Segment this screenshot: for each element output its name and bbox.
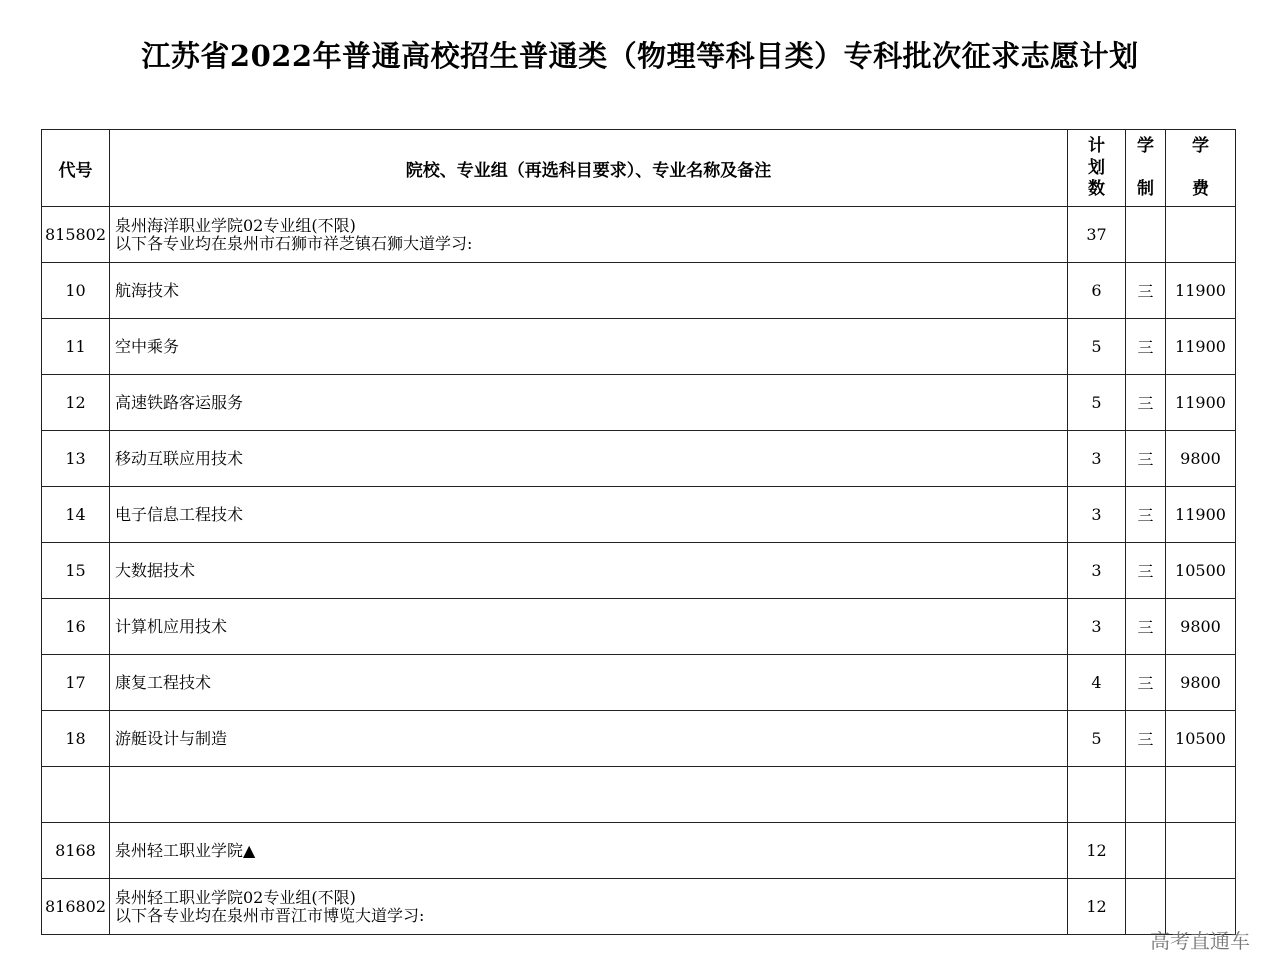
cell-code: [42, 599, 110, 655]
fee-text: 10500: [1175, 561, 1226, 580]
years-text: 三: [1137, 618, 1154, 637]
cell-name: [110, 823, 1068, 879]
cell-fee: [1166, 263, 1236, 319]
cell-name: [110, 543, 1068, 599]
cell-code: [42, 319, 110, 375]
years-text: 三: [1137, 282, 1154, 301]
cell-code: [42, 879, 110, 935]
cell-fee: [1166, 823, 1236, 879]
code-text: 14: [65, 505, 86, 524]
cell-name: [110, 599, 1068, 655]
plan-text: 6: [1091, 281, 1102, 300]
header-name: 院校、专业组（再选科目要求）、专业名称及备注: [110, 130, 1068, 207]
name-line2: 以下各专业均在泉州市晋江市博览大道学习:: [115, 905, 425, 925]
cell-code: [42, 767, 110, 823]
cell-fee: [1166, 319, 1236, 375]
cell-code: [42, 431, 110, 487]
plan-text: 5: [1091, 393, 1102, 412]
table-row: [42, 319, 1236, 375]
cell-years: [1126, 543, 1166, 599]
cell-fee: [1166, 375, 1236, 431]
code-text: 17: [65, 673, 86, 692]
code-text: 10: [65, 281, 86, 300]
cell-code: [42, 263, 110, 319]
cell-fee: [1166, 487, 1236, 543]
fee-text: 10500: [1175, 729, 1226, 748]
cell-years: [1126, 431, 1166, 487]
header-years: [1126, 130, 1166, 207]
table-header-row: [42, 130, 1236, 207]
cell-code: [42, 711, 110, 767]
header-fee: [1166, 130, 1236, 207]
table-row: [42, 263, 1236, 319]
cell-years: [1126, 599, 1166, 655]
years-text: 三: [1137, 506, 1154, 525]
cell-years: [1126, 487, 1166, 543]
cell-years: [1126, 207, 1166, 263]
name-line1: 高速铁路客运服务: [115, 392, 244, 412]
cell-code: [42, 207, 110, 263]
plan-text: 4: [1091, 673, 1102, 692]
plan-text: 3: [1091, 505, 1102, 524]
code-text: 8168: [55, 841, 96, 860]
name-line2: 以下各专业均在泉州市石狮市祥芝镇石狮大道学习:: [115, 233, 473, 253]
plan-table: [41, 129, 1236, 935]
name-line1: 空中乘务: [115, 336, 180, 356]
code-text: 12: [65, 393, 86, 412]
years-text: 三: [1137, 562, 1154, 581]
cell-plan: [1068, 207, 1126, 263]
cell-name: [110, 879, 1068, 935]
cell-years: [1126, 767, 1166, 823]
cell-plan: [1068, 767, 1126, 823]
cell-plan: [1068, 487, 1126, 543]
cell-name: [110, 375, 1068, 431]
fee-text: 11900: [1175, 281, 1226, 300]
table-row: [42, 711, 1236, 767]
cell-fee: [1166, 599, 1236, 655]
cell-years: [1126, 823, 1166, 879]
cell-name: [110, 319, 1068, 375]
fee-text: 9800: [1180, 673, 1221, 692]
fee-text: 11900: [1175, 393, 1226, 412]
header-plan: [1068, 130, 1126, 207]
cell-name: [110, 263, 1068, 319]
code-text: 11: [65, 337, 86, 356]
header-fee-char: 费: [1192, 179, 1209, 199]
header-fee-char: 学: [1192, 136, 1209, 156]
table-row: [42, 431, 1236, 487]
cell-plan: [1068, 879, 1126, 935]
cell-plan: [1068, 655, 1126, 711]
cell-plan: [1068, 543, 1126, 599]
name-line1: 移动互联应用技术: [115, 448, 244, 468]
cell-fee: [1166, 655, 1236, 711]
name-line1: 航海技术: [115, 280, 180, 300]
cell-years: [1126, 263, 1166, 319]
watermark: 高考直通车: [1150, 929, 1250, 953]
cell-years: [1126, 711, 1166, 767]
cell-fee: [1166, 431, 1236, 487]
fee-text: 11900: [1175, 337, 1226, 356]
name-line1: 电子信息工程技术: [115, 504, 244, 524]
cell-plan: [1068, 431, 1126, 487]
fee-text: 11900: [1175, 505, 1226, 524]
plan-text: 5: [1091, 729, 1102, 748]
table-row: [42, 207, 1236, 263]
cell-name: [110, 207, 1068, 263]
header-years-char: 制: [1137, 179, 1154, 199]
name-line1: 泉州轻工职业学院▲: [115, 840, 256, 860]
code-text: 13: [65, 449, 86, 468]
cell-name: [110, 431, 1068, 487]
cell-fee: [1166, 543, 1236, 599]
code-text: 15: [65, 561, 86, 580]
plan-text: 3: [1091, 449, 1102, 468]
cell-code: [42, 823, 110, 879]
cell-code: [42, 487, 110, 543]
table-row: [42, 375, 1236, 431]
cell-years: [1126, 655, 1166, 711]
page-title: 江苏省2022年普通高校招生普通类（物理等科目类）专科批次征求志愿计划: [141, 39, 1139, 73]
code-text: 16: [65, 617, 86, 636]
cell-fee: [1166, 711, 1236, 767]
cell-years: [1126, 375, 1166, 431]
cell-fee: [1166, 767, 1236, 823]
name-line1: 泉州海洋职业学院02专业组(不限): [115, 215, 356, 235]
cell-plan: [1068, 375, 1126, 431]
header-code: 代号: [42, 130, 110, 207]
name-line1: 计算机应用技术: [115, 616, 228, 636]
cell-fee: [1166, 207, 1236, 263]
years-text: 三: [1137, 338, 1154, 357]
cell-plan: [1068, 263, 1126, 319]
fee-text: 9800: [1180, 449, 1221, 468]
years-text: 三: [1137, 394, 1154, 413]
table-row: [42, 767, 1236, 823]
years-text: 三: [1137, 730, 1154, 749]
years-text: 三: [1137, 674, 1154, 693]
plan-text: 5: [1091, 337, 1102, 356]
table-row: [42, 823, 1236, 879]
cell-plan: [1068, 711, 1126, 767]
cell-name: [110, 711, 1068, 767]
plan-text: 3: [1091, 561, 1102, 580]
cell-years: [1126, 319, 1166, 375]
fee-text: 9800: [1180, 617, 1221, 636]
code-text: 18: [65, 729, 86, 748]
cell-code: [42, 543, 110, 599]
plan-text: 3: [1091, 617, 1102, 636]
table-row: [42, 599, 1236, 655]
name-line1: 游艇设计与制造: [115, 728, 228, 748]
header-plan-char: 划: [1088, 157, 1105, 178]
cell-name: [110, 487, 1068, 543]
cell-plan: [1068, 319, 1126, 375]
table-row: [42, 487, 1236, 543]
code-text: 816802: [44, 897, 107, 916]
code-text: 815802: [44, 225, 107, 244]
table-row: [42, 543, 1236, 599]
name-line1: 大数据技术: [115, 560, 196, 580]
header-plan-char: 计: [1088, 136, 1105, 156]
name-line1: 泉州轻工职业学院02专业组(不限): [115, 887, 356, 907]
plan-text: 12: [1086, 841, 1107, 860]
cell-name: [110, 767, 1068, 823]
name-line1: 康复工程技术: [115, 672, 212, 692]
plan-text: 12: [1086, 897, 1107, 916]
header-plan-char: 数: [1088, 179, 1105, 199]
table-row: [42, 879, 1236, 935]
cell-plan: [1068, 599, 1126, 655]
cell-name: [110, 655, 1068, 711]
header-years-char: 学: [1137, 136, 1154, 156]
cell-code: [42, 375, 110, 431]
table-row: [42, 655, 1236, 711]
cell-code: [42, 655, 110, 711]
plan-text: 37: [1086, 225, 1107, 244]
cell-plan: [1068, 823, 1126, 879]
years-text: 三: [1137, 450, 1154, 469]
